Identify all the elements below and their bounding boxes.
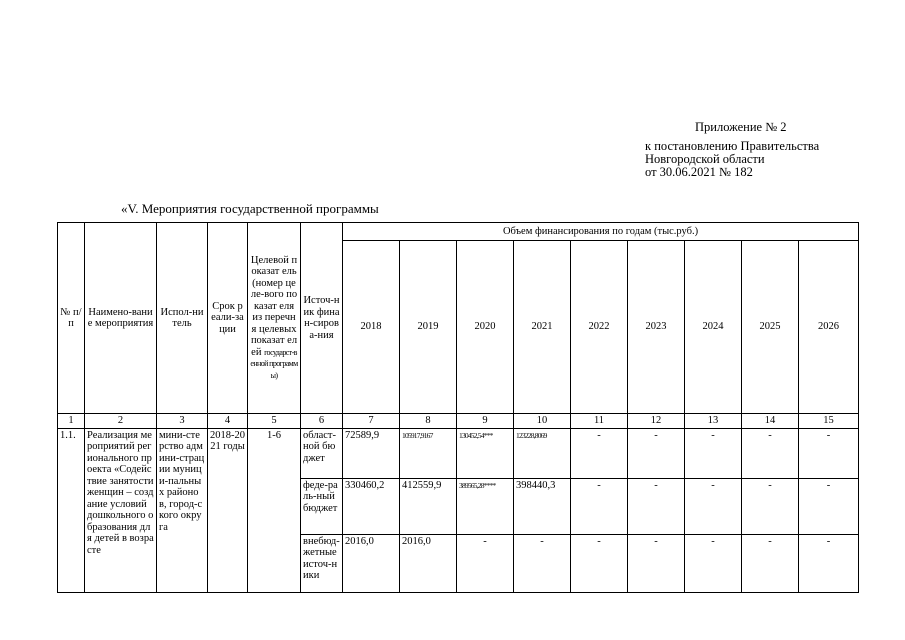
header-target-tail: государст-венной программы)	[250, 347, 298, 380]
value-cell: 389565,28****	[457, 478, 514, 534]
column-number-row	[58, 414, 859, 429]
column-number: 4	[208, 414, 248, 429]
section-title: «V. Мероприятия государственной программы	[121, 201, 379, 216]
header-year: 2021	[514, 241, 571, 414]
header-year: 2020	[457, 241, 514, 414]
header-year: 2026	[799, 241, 859, 414]
column-number: 11	[571, 414, 628, 429]
value-cell: -	[685, 428, 742, 478]
column-number: 3	[157, 414, 208, 429]
value-cell: -	[742, 428, 799, 478]
value-cell: -	[799, 428, 859, 478]
header-year: 2024	[685, 241, 742, 414]
column-number: 15	[799, 414, 859, 429]
header-num: № п/п	[58, 223, 85, 414]
value-cell: 72589,9	[343, 428, 400, 478]
header-term: Срок реали-зации	[208, 223, 248, 414]
value-cell: -	[742, 534, 799, 593]
row-term: 2018-2021 годы	[208, 428, 248, 593]
appendix-title: Приложение № 2	[695, 120, 787, 134]
header-target	[248, 223, 301, 414]
value-cell: 130452,54***	[457, 428, 514, 478]
value-cell: -	[514, 534, 571, 593]
value-cell: -	[457, 534, 514, 593]
appendix-line-1: к постановлению Правительства	[645, 139, 820, 153]
value-cell: 412559,9	[400, 478, 457, 534]
value-cell: -	[628, 428, 685, 478]
header-target-main: Целевой показат ель (номер целе-вого показат еля из перечня целевых показат елей	[250, 254, 298, 358]
row-name: Реализация мероприятий регионального проекта «Содействие занятости женщин – создание условий дошкольного образования для детей в возрасте	[85, 428, 157, 593]
header-row-1	[58, 223, 859, 241]
column-number: 5	[248, 414, 301, 429]
value-cell: -	[799, 534, 859, 593]
column-number: 8	[400, 414, 457, 429]
value-cell: -	[742, 478, 799, 534]
header-year: 2018	[343, 241, 400, 414]
value-cell: -	[799, 478, 859, 534]
source-regional-budget: област-ной бюджет	[301, 428, 343, 478]
appendix-block	[645, 121, 819, 179]
header-funding: Объем финансирования по годам (тыс.руб.)	[343, 223, 859, 241]
program-activities-table	[57, 222, 859, 593]
column-number: 2	[85, 414, 157, 429]
value-cell: -	[628, 534, 685, 593]
column-number: 12	[628, 414, 685, 429]
header-year: 2022	[571, 241, 628, 414]
column-number: 9	[457, 414, 514, 429]
column-number: 7	[343, 414, 400, 429]
value-cell: -	[685, 478, 742, 534]
value-cell: -	[571, 478, 628, 534]
appendix-line-3: от 30.06.2021 № 182	[645, 165, 753, 179]
column-number: 14	[742, 414, 799, 429]
value-cell: 105917,9167	[400, 428, 457, 478]
value-cell: -	[628, 478, 685, 534]
value-cell: 330460,2	[343, 478, 400, 534]
table-row	[58, 428, 859, 478]
header-year: 2025	[742, 241, 799, 414]
column-number: 10	[514, 414, 571, 429]
header-name: Наимено-вание мероприятия	[85, 223, 157, 414]
value-cell: -	[685, 534, 742, 593]
row-num: 1.1.	[58, 428, 85, 593]
value-cell: 2016,0	[343, 534, 400, 593]
header-year: 2019	[400, 241, 457, 414]
row-executor: мини-стерство админи-страции муници-пальных районов, город-ского округа	[157, 428, 208, 593]
source-federal-budget: феде-раль-ный бюджет	[301, 478, 343, 534]
value-cell: 123228,8069	[514, 428, 571, 478]
column-number: 1	[58, 414, 85, 429]
header-year: 2023	[628, 241, 685, 414]
row-target: 1-6	[248, 428, 301, 593]
column-number: 6	[301, 414, 343, 429]
header-executor: Испол-нитель	[157, 223, 208, 414]
value-cell: -	[571, 534, 628, 593]
column-number: 13	[685, 414, 742, 429]
appendix-line-2: Новгородской области	[645, 152, 765, 166]
header-source: Источ-ник финан-сирова-ния	[301, 223, 343, 414]
source-extrabudgetary: внебюд-жетные источ-ники	[301, 534, 343, 593]
value-cell: 398440,3	[514, 478, 571, 534]
value-cell: -	[571, 428, 628, 478]
value-cell: 2016,0	[400, 534, 457, 593]
